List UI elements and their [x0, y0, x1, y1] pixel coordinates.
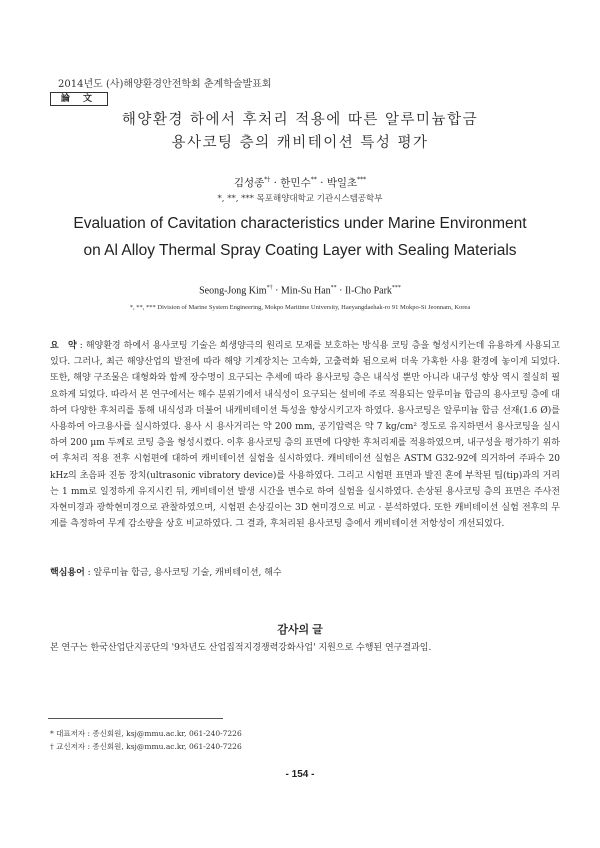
page-number: - 154 -	[285, 769, 315, 780]
title-korean-line-2: 용사코팅 층의 캐비테이션 특성 평가	[171, 135, 429, 151]
keywords-text: : 알루미늄 합금, 용사코팅 기술, 캐비테이션, 해수	[87, 568, 282, 578]
author-en-2-mark: **	[330, 285, 337, 291]
authors-english	[0, 285, 600, 296]
authors-korean	[0, 175, 600, 190]
author-ko-3: · 박일초	[320, 177, 358, 189]
author-en-1: Seong-Jong Kim	[199, 285, 267, 297]
author-en-3: · Il-Cho Park	[339, 285, 392, 297]
title-english-line-1: Evaluation of Cavitation characteristics under Marine Environment	[73, 215, 527, 232]
acknowledgment-text: 본 연구는 한국산업단지공단의 '9차년도 산업집적지경쟁력강화사업' 지원으로 수행된 연구결과임.	[50, 643, 432, 653]
keywords	[50, 565, 560, 578]
title-korean-line-1: 해양환경 하에서 후처리 적용에 따른 알루미늄합금	[121, 112, 479, 128]
conference-header: 2014년도 (사)해양환경안전학회 춘계학술발표회	[58, 79, 272, 90]
paper-type-tag: 論 文	[50, 92, 108, 106]
author-ko-2: · 한민수	[273, 177, 311, 189]
acknowledgment-heading: 감사의 글	[277, 624, 323, 636]
author-en-3-mark: ***	[391, 285, 401, 291]
footnote-corresponding: * 대표저자 : 종신회원, ksj@mmu.ac.kr, 061-240-7226	[50, 729, 242, 738]
abstract	[50, 337, 560, 532]
abstract-text: : 해양환경 하에서 용사코팅 기술은 희생양극의 원리로 모재를 보호하는 방식용 코팅 층을 형성시키는데 유용하게 사용되고 있다. 그러나, 최근 해양산업의 발전에 따라 해양 기계장치는 고속화, 고출력화 됨으로써 더욱 가혹한 사용 환경에 놓이게 되었다. 또한, 해양 구조물은 대형화와 함께 장수명이 요구되는 추세에 따라 용사코팅 층은 내식성 뿐만 아니라 내구성 향상 역시 절실히 필요하게 되었다. 따라서 본 연구에서는 해수 분위기에서 내식성이 요구되는 설비에 주로 적용되는 알루미늄 합금의 용사코팅 층에 대하여 다양한 후처리를 통해 내식성과 더불어 내캐비테이션 특성을 향상시키고자 하였다. 용사코팅은 알루미늄 합금 선재(1.6 Ø)를 사용하여 아크용사를 실시하였다. 용사 시 용사거리는 약 200 mm, 공기압력은 약 7 kg/cm² 정도로 유지하면서 용사코팅을 실시하여 200 μm 두께로 코팅 층을 형성시켰다. 이후 용사코팅 층의 표면에 다양한 후처리제를 적용하였으며, 내구성을 평가하기 위하여 후처리 적용 전후 시험편에 대하여 캐비테이션 실험을 실시하였다. 캐비테이션 실험은 ASTM G32-92에 의거하여 주파수 20 kHz의 초음파 진동 장치(ultrasonic vibratory device)를 사용하였다. 그리고 시험편 표면과 발진 혼에 부착된 팁(tip)과의 거리는 1 mm로 일정하게 유지시킨 뒤, 캐비테이션 발생 시간을 변수로 하여 실험을 실시하였다. 손상된 용사코팅 층의 표면은 주사전자현미경과 광학현미경으로 관찰하였으며, 시험편 손상깊이는 3D 현미경으로 비교 · 분석하였다. 또한 캐비테이션 실험 전후의 무게를 측정하여 무게 감소량을 상호 비교하였다. 그 결과, 후처리된 용사코팅 층에서 캐비테이션 저항성이 개선되었다.	[50, 341, 560, 530]
author-ko-2-mark: **	[310, 176, 317, 184]
affiliation-korean: *, **, *** 목포해양대학교 기관시스템공학부	[217, 194, 383, 204]
footnote-divider	[48, 718, 223, 719]
author-ko-1: 김성종	[233, 177, 265, 189]
footnote-contact: † 교신저자 : 종신회원, ksj@mmu.ac.kr, 061-240-7226	[50, 742, 242, 751]
keywords-label: 핵심용어	[50, 567, 85, 577]
author-ko-3-mark: ***	[357, 176, 367, 184]
abstract-label: 요 약	[50, 340, 77, 350]
title-english-line-2: on Al Alloy Thermal Spray Coating Layer with Sealing Materials	[83, 242, 517, 259]
author-en-2: · Min-Su Han	[275, 285, 331, 297]
affiliation-english: *, **, *** Division of Marine System Engineering, Mokpo Maritime University, Haeyangdaehak-ro 91 Mokpo-Si Jeonnam, Korea	[129, 304, 471, 311]
author-en-1-mark: *†	[266, 285, 273, 291]
author-ko-1-mark: *†	[264, 176, 271, 184]
